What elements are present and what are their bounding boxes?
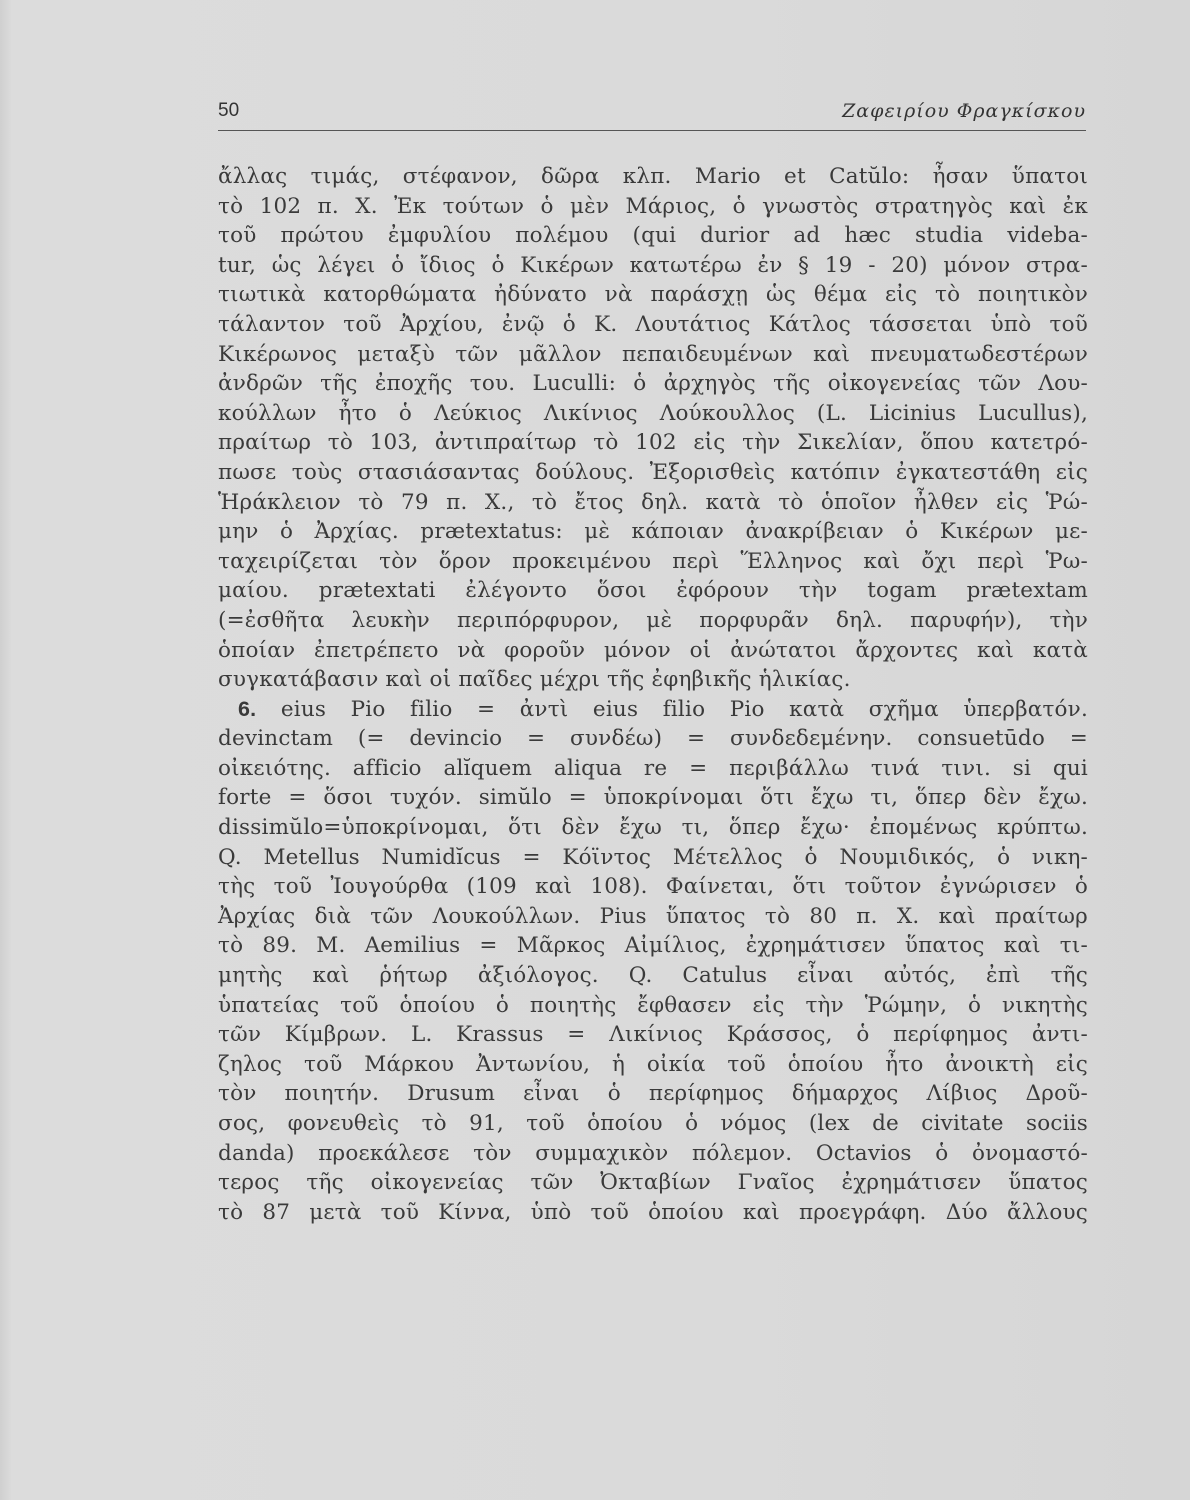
text-line: ὑπατείας τοῦ ὁποίου ὁ ποιητὴς ἔφθασεν εἰς τὴν Ῥώμην, ὁ νικητὴς — [218, 992, 1088, 1018]
page-header — [218, 100, 1086, 131]
text-line: πωσε τοὺς στασιάσαντας δούλους. Ἐξορισθεὶς κατόπιν ἐγκατεστάθη εἰς — [218, 459, 1088, 485]
text-line: ἀνδρῶν τῆς ἐποχῆς του. Luculli: ὁ ἀρχηγὸς τῆς οἰκογενείας τῶν Λου- — [218, 371, 1088, 397]
text-line: πραίτωρ τὸ 103, ἀντιπραίτωρ τὸ 102 εἰς τὴν Σικελίαν, ὅπου κατετρό- — [218, 430, 1088, 456]
text-line: ταχειρίζεται τὸν ὅρον προκειμένου περὶ Ἕλληνος καὶ ὄχι περὶ Ῥω- — [218, 548, 1088, 574]
paragraph-commentary-6 — [218, 695, 1088, 1228]
text-line: τιωτικὰ κατορθώματα ἠδύνατο νὰ παράσχῃ ὡς θέμα εἰς τὸ ποιητικὸν — [218, 282, 1088, 308]
text-line: συγκατάβασιν καὶ οἱ παῖδες μέχρι τῆς ἐφηβικῆς ἡλικίας. — [218, 667, 851, 693]
paragraph-commentary-5 — [218, 162, 1088, 695]
text-line: Ἡράκλειον τὸ 79 π. Χ., τὸ ἔτος δηλ. κατὰ τὸ ὁποῖον ἦλθεν εἰς Ῥώ- — [218, 489, 1088, 515]
paragraph-first-line — [218, 695, 1088, 725]
text-line: τὸ 89. M. Aemilius = Μᾶρκος Αἰμίλιος, ἐχρημάτισεν ὕπατος καὶ τι- — [218, 933, 1088, 959]
text-line: τοῦ πρώτου ἐμφυλίου πολέμου (qui durior ad hæc studia videba- — [218, 223, 1088, 249]
text-line: τὴς τοῦ Ἰουγούρθα (109 καὶ 108). Φαίνεται, ὅτι τοῦτον ἐγνώρισεν ὁ — [218, 874, 1088, 900]
text-line: forte = ὅσοι τυχόν. simŭlo = ὑποκρίνομαι ὅτι ἔχω τι, ὅπερ δὲν ἔχω. — [218, 785, 1088, 811]
text-line: Ἀρχίας διὰ τῶν Λουκούλλων. Pius ὕπατος τὸ 80 π. Χ. καὶ πραίτωρ — [218, 903, 1088, 929]
text-line: (=ἐσθῆτα λευκὴν περιπόρφυρον, μὲ πορφυρᾶν δηλ. παρυφήν), τὴν — [218, 607, 1088, 633]
body-text — [218, 162, 1088, 1227]
text-line: τερος τῆς οἰκογενείας τῶν Ὀκταβίων Γναῖος ἐχρημάτισεν ὕπατος — [218, 1170, 1088, 1196]
text-line: τῶν Κίμβρων. L. Krassus = Λικίνιος Κράσσος, ὁ περίφημος ἀντι- — [218, 1022, 1088, 1048]
running-title: Ζαφειρίου Φραγκίσκου — [842, 100, 1086, 122]
text-line: τὸ 87 μετὰ τοῦ Κίννα, ὑπὸ τοῦ ὁποίου καὶ προεγράφη. Δύο ἄλλους — [218, 1199, 1088, 1225]
text-line: eius Pio filio = ἀντὶ eius filio Pio κατὰ σχῆμα ὑπερβατόν. — [280, 696, 1088, 722]
text-line: σος, φονευθεὶς τὸ 91, τοῦ ὁποίου ὁ νόμος (lex de civitate sociis — [218, 1111, 1088, 1136]
text-line: Κικέρωνος μεταξὺ τῶν μᾶλλον πεπαιδευμένων καὶ πνευματωδεστέρων — [218, 341, 1088, 367]
text-line: tur, ὡς λέγει ὁ ἴδιος ὁ Κικέρων κατωτέρω ἐν § 19 - 20) μόνον στρα- — [218, 252, 1088, 278]
text-line: ἄλλας τιμάς, στέφανον, δῶρα κλπ. Mario et Catŭlo: ἦσαν ὕπατοι — [218, 164, 1088, 189]
section-number: 6. — [238, 696, 257, 721]
text-line: οἰκειότης. afficio alĭquem aliqua re = περιβάλλω τινά τινι. si qui — [218, 755, 1088, 781]
text-line: κούλλων ἦτο ὁ Λεύκιος Λικίνιος Λούκουλλος (L. Licinius Lucullus), — [218, 400, 1088, 426]
text-line: Q. Metellus Numidĭcus = Κόϊντος Μέτελλος ὁ Νουμιδικός, ὁ νικη- — [218, 844, 1088, 870]
text-line: ζηλος τοῦ Μάρκου Ἀντωνίου, ἡ οἰκία τοῦ ὁποίου ἦτο ἀνοικτὴ εἰς — [218, 1051, 1088, 1077]
text-line: μητὴς καὶ ῥήτωρ ἀξιόλογος. Q. Catulus εἶναι αὐτός, ἐπὶ τῆς — [218, 963, 1088, 989]
text-line: danda) προεκάλεσε τὸν συμμαχικὸν πόλεμον. Octavios ὁ ὀνομαστό- — [218, 1140, 1088, 1166]
text-line: dissimŭlo=ὑποκρίνομαι, ὅτι δὲν ἔχω τι, ὅπερ ἔχω· ἐπομένως κρύπτω. — [218, 815, 1088, 841]
text-line: μαίου. prætextati ἐλέγοντο ὅσοι ἐφόρουν τὴν togam prætextam — [218, 578, 1088, 604]
text-line: τὸ 102 π. Χ. Ἐκ τούτων ὁ μὲν Μάριος, ὁ γνωστὸς στρατηγὸς καὶ ἐκ — [218, 193, 1088, 219]
text-line: μην ὁ Ἀρχίας. prætextatus: μὲ κάποιαν ἀνακρίβειαν ὁ Κικέρων με- — [218, 519, 1088, 545]
text-line: τάλαντον τοῦ Ἀρχίου, ἐνῷ ὁ Κ. Λουτάτιος Κάτλος τάσσεται ὑπὸ τοῦ — [218, 311, 1088, 337]
text-line: τὸν ποιητήν. Drusum εἶναι ὁ περίφημος δήμαρχος Λίβιος Δροῦ- — [218, 1081, 1088, 1107]
text-line: ὁποίαν ἐπετρέπετο νὰ φοροῦν μόνον οἱ ἀνώτατοι ἄρχοντες καὶ κατὰ — [218, 637, 1088, 663]
page-number: 50 — [218, 100, 240, 121]
text-line: devinctam (= devincio = συνδέω) = συνδεδεμένην. consuetūdo = — [218, 726, 1088, 752]
